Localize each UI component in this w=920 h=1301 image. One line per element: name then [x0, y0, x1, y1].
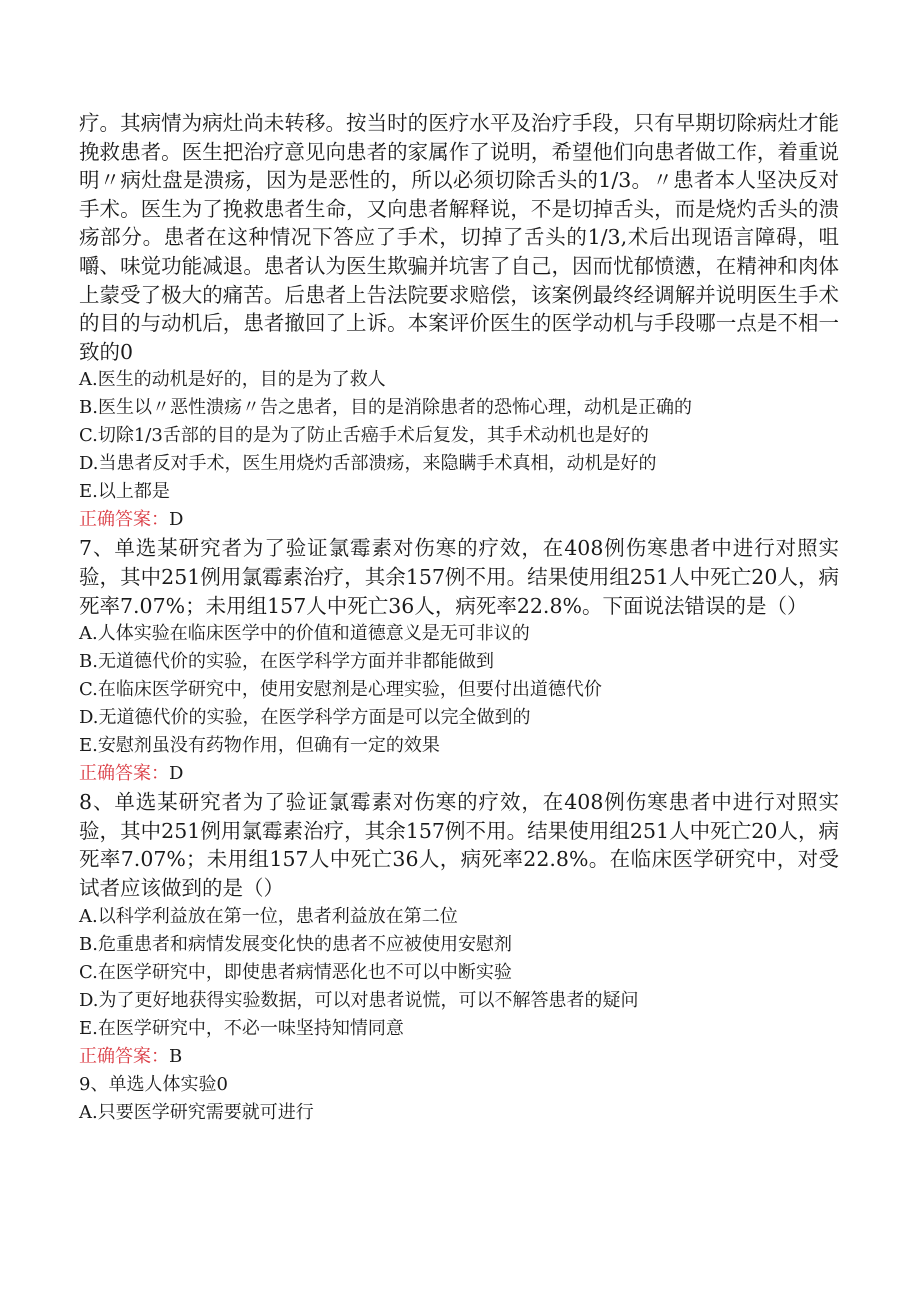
q6-option-b: B.医生以〃恶性溃疡〃告之患者，目的是消除患者的恐怖心理，动机是正确的 — [79, 397, 692, 419]
q6-option-c: C.切除1/3舌部的目的是为了防止舌癌手术后复发，其手术动机也是好的 — [79, 425, 649, 447]
q8-option-a: A.以科学利益放在第一位，患者利益放在第二位 — [79, 905, 458, 927]
q7-stem: 7、单选某研究者为了验证氯霉素对伤寒的疗效，在408例伤寒患者中进行对照实验，其中251例用氯霉素治疗，其余157例不用。结果使用组251人中死亡20人，病死率7.07%；未用组157人中死亡36人，病死率22.8%。下面说法错误的是（） — [79, 536, 839, 618]
document-page — [79, 109, 839, 1127]
q6-option-a: A.医生的动机是好的，目的是为了救人 — [79, 369, 386, 391]
q6-answer-value: D — [169, 509, 184, 531]
q6-stem: 疗。其病情为病灶尚未转移。按当时的医疗水平及治疗手段，只有早期切除病灶才能挽救患者。医生把治疗意见向患者的家属作了说明，希望他们向患者做工作，着重说明〃病灶盘是溃疡，因为是恶性的，所以必须切除舌头的1/3。〃患者本人坚决反对手术。医生为了挽救患者生命，又向患者解释说，不是切掉舌头，而是烧灼舌头的溃疡部分。患者在这种情况下答应了手术，切掉了舌头的1/3,术后出现语言障碍，咀嚼、味觉功能减退。患者认为医生欺骗并坑害了自己，因而忧郁愤懑，在精神和肉体上蒙受了极大的痛苦。后患者上告法院要求赔偿，该案例最终经调解并说明医生手术的目的与动机后，患者撤回了上诉。本案评价医生的医学动机与手段哪一点是不相一致的0 — [79, 111, 839, 364]
q7-answer-label: 正确答案： — [79, 763, 169, 785]
q6-answer — [79, 506, 839, 534]
q8-option-d: D.为了更好地获得实验数据，可以对患者说慌，可以不解答患者的疑问 — [79, 989, 639, 1011]
q8-option-b: B.危重患者和病情发展变化快的患者不应被使用安慰剂 — [79, 933, 512, 955]
q8-answer — [79, 1043, 839, 1071]
q8-answer-value: B — [169, 1045, 183, 1067]
q9-stem: 9、单选人体实验0 — [79, 1073, 228, 1095]
q7-answer-value: D — [169, 763, 184, 785]
q8-answer-label: 正确答案： — [79, 1045, 169, 1067]
q6-option-d: D.当患者反对手术，医生用烧灼舌部溃疡，来隐瞒手术真相，动机是好的 — [79, 453, 657, 475]
q6-option-e: E.以上都是 — [79, 481, 170, 503]
q6-answer-label: 正确答案： — [79, 509, 169, 531]
q7-option-d: D.无道德代价的实验，在医学科学方面是可以完全做到的 — [79, 707, 531, 729]
q7-option-b: B.无道德代价的实验，在医学科学方面并非都能做到 — [79, 651, 494, 673]
q8-option-e: E.在医学研究中，不必一味坚持知情同意 — [79, 1017, 404, 1039]
q7-option-c: C.在临床医学研究中，使用安慰剂是心理实验，但要付出道德代价 — [79, 679, 602, 701]
q8-stem: 8、单选某研究者为了验证氯霉素对伤寒的疗效，在408例伤寒患者中进行对照实验，其中251例用氯霉素治疗，其余157例不用。结果使用组251人中死亡20人，病死率7.07%；未用组157人中死亡36人，病死率22.8%。在临床医学研究中，对受试者应该做到的是（） — [79, 790, 839, 900]
q7-answer — [79, 760, 839, 788]
q9-option-a: A.只要医学研究需要就可进行 — [79, 1101, 314, 1123]
q7-option-e: E.安慰剂虽没有药物作用，但确有一定的效果 — [79, 735, 440, 757]
q7-option-a: A.人体实验在临床医学中的价值和道德意义是无可非议的 — [79, 623, 530, 645]
q8-option-c: C.在医学研究中，即使患者病情恶化也不可以中断实验 — [79, 961, 512, 983]
